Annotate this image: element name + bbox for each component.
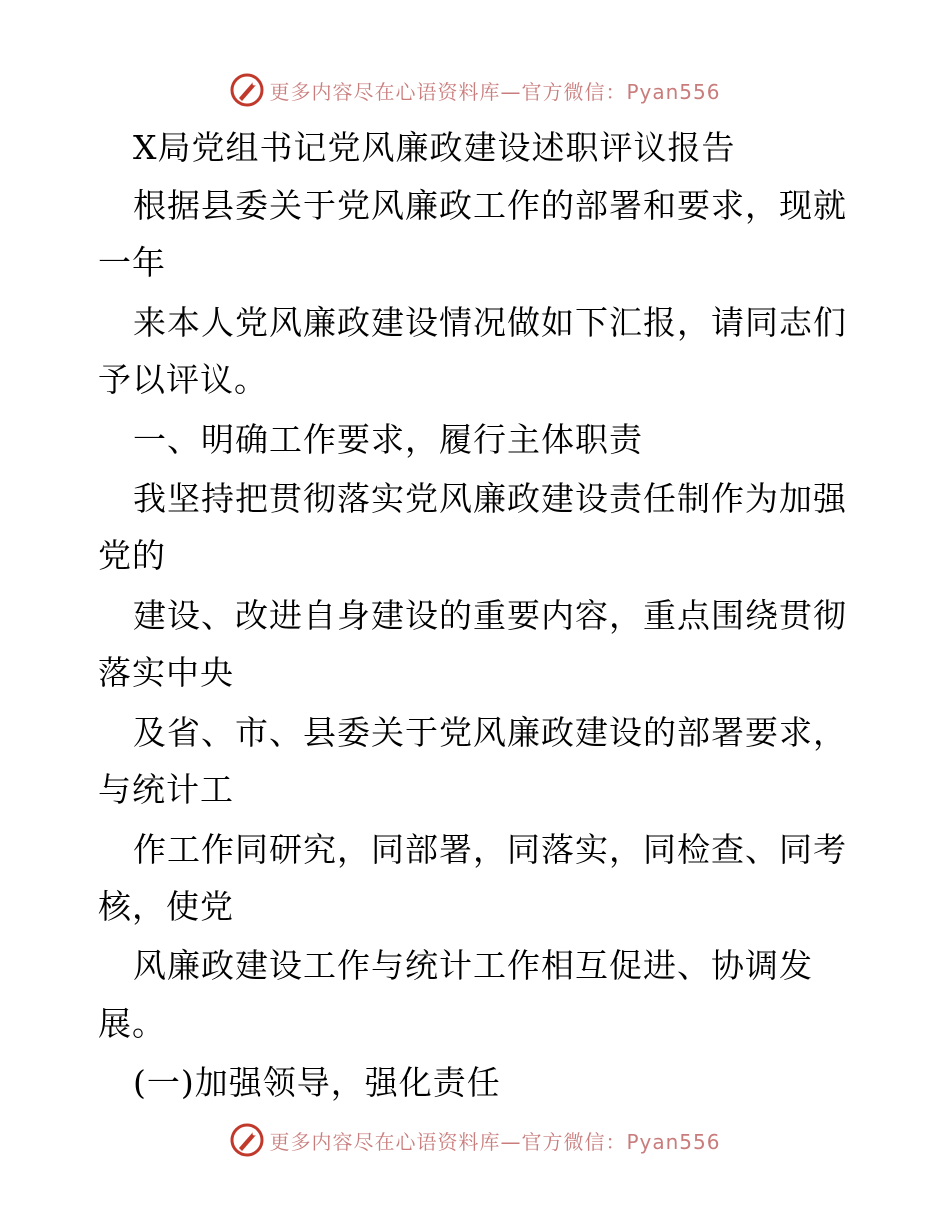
watermark-text: 更多内容尽在心语资料库—官方微信：Pyan556 — [269, 79, 721, 104]
paragraph-line: 落实中央 — [98, 653, 234, 692]
section-heading: 一、明确工作要求，履行主体职责 — [133, 420, 643, 459]
paragraph-line: 我坚持把贯彻落实党风廉政建设责任制作为加强 — [133, 479, 847, 518]
paragraph-line: 一年 — [98, 243, 166, 282]
subsection-heading: (一)加强领导，强化责任 — [133, 1063, 501, 1102]
pen-logo-icon — [229, 1122, 265, 1158]
paragraph-line: 核，使党 — [98, 887, 234, 926]
paragraph-line: 予以评议。 — [98, 360, 268, 399]
header-watermark-banner — [0, 70, 950, 110]
paragraph-line: 来本人党风廉政建设情况做如下汇报，请同志们 — [133, 303, 847, 342]
paragraph-line: 根据县委关于党风廉政工作的部署和要求，现就 — [133, 186, 847, 225]
paragraph-line: 与统计工 — [98, 770, 234, 809]
paragraph-line: 作工作同研究，同部署，同落实，同检查、同考 — [133, 830, 847, 869]
paragraph-line: 党的 — [98, 536, 166, 575]
paragraph-line: 及省、市、县委关于党风廉政建设的部署要求， — [133, 713, 847, 752]
paragraph-line: 展。 — [98, 1004, 166, 1043]
footer-watermark-banner — [0, 1120, 950, 1160]
document-title: X局党组书记党风廉政建设述职评议报告 — [133, 128, 736, 167]
paragraph-line: 建设、改进自身建设的重要内容，重点围绕贯彻 — [133, 596, 847, 635]
paragraph-line: 风廉政建设工作与统计工作相互促进、协调发 — [133, 946, 813, 985]
pen-logo-icon — [229, 72, 265, 108]
watermark-text: 更多内容尽在心语资料库—官方微信：Pyan556 — [269, 1129, 721, 1154]
